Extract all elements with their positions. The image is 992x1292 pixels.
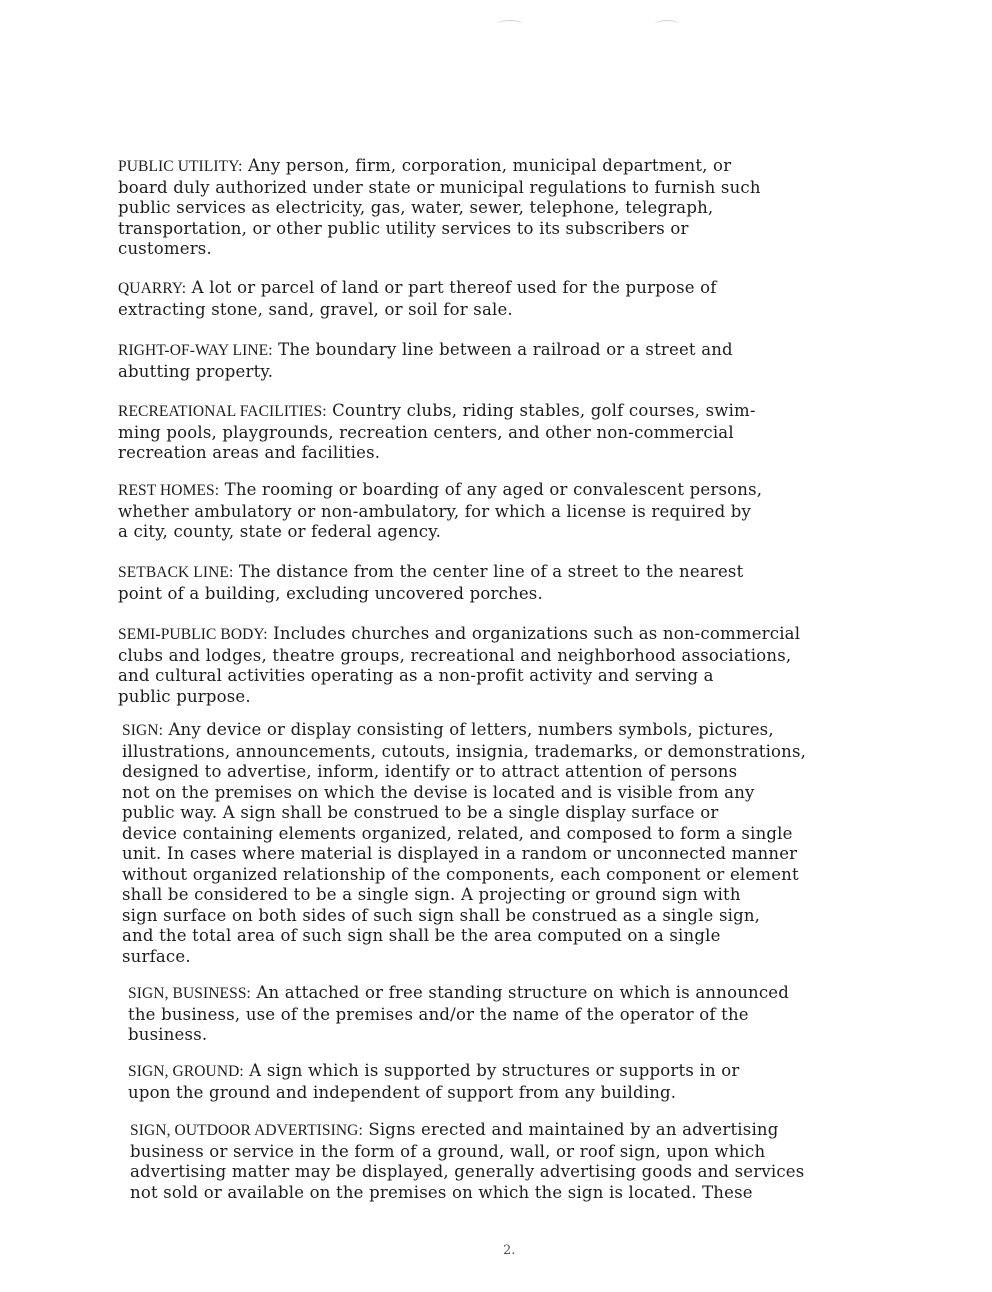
page-number: 2.	[503, 1243, 516, 1258]
definition-rest-homes	[118, 480, 762, 543]
term: SIGN:	[122, 722, 163, 739]
term: REST HOMES:	[118, 482, 220, 499]
definition-text: The distance from the center line of a street to the nearest point of a building, excluding uncovered porches.	[118, 562, 744, 603]
term: SEMI-PUBLIC BODY:	[118, 626, 268, 643]
term: PUBLIC UTILITY:	[118, 158, 243, 175]
definition-recreational-facilities	[118, 401, 756, 464]
definition-sign-ground	[128, 1061, 739, 1103]
definition-sign-outdoor-advertising	[130, 1120, 804, 1203]
term: SIGN, OUTDOOR ADVERTISING:	[130, 1122, 363, 1139]
scan-mark	[497, 20, 523, 29]
term: SETBACK LINE:	[118, 564, 234, 581]
definition-text: Any device or display consisting of letters, numbers symbols, pictures, illustrations, announcements, cutouts, insignia, trademarks, or demonstrations, designed to advertise, inform, identify or to attract attention of persons not on the premises on which the devise is located and is visible from any public way. A sign shall be construed to be a single display surface or device containing elements organized, related, and composed to form a single unit. In cases where material is displayed in a random or unconnected manner without organized relationship of the components, each component or element shall be considered to be a single sign. A projecting or ground sign with sign surface on both sides of such sign shall be construed as a single sign, and the total area of such sign shall be the area computed on a single surface.	[122, 720, 807, 966]
term: SIGN, GROUND:	[128, 1063, 244, 1080]
term: RECREATIONAL FACILITIES:	[118, 403, 327, 420]
definition-public-utility	[118, 156, 761, 260]
definition-text: Country clubs, riding stables, golf courses, swim- ming pools, playgrounds, recreation centers, and other non-commercial recreation areas and facilities.	[118, 401, 756, 462]
definition-right-of-way-line	[118, 340, 733, 382]
definition-semi-public-body	[118, 624, 800, 707]
definition-text: Any person, firm, corporation, municipal department, or board duly authorized under state or municipal regulations to furnish such public services as electricity, gas, water, sewer, telephone, telegraph, transportation, or other public utility services to its subscribers or customers.	[118, 156, 761, 258]
definition-text: A sign which is supported by structures or supports in or upon the ground and independent of support from any building.	[128, 1061, 740, 1102]
term: SIGN, BUSINESS:	[128, 985, 251, 1002]
scan-mark	[655, 20, 679, 29]
definition-text: An attached or free standing structure on which is announced the business, use of the premises and/or the name of the operator of the business.	[128, 983, 790, 1044]
term: QUARRY:	[118, 280, 187, 297]
definition-text: Signs erected and maintained by an advertising business or service in the form of a ground, wall, or roof sign, upon which advertising matter may be displayed, generally advertising goods and services not sold or available on the premises on which the sign is located. These	[130, 1120, 805, 1202]
definition-text: The boundary line between a railroad or a street and abutting property.	[118, 340, 733, 381]
definition-setback-line	[118, 562, 743, 604]
definition-sign-business	[128, 983, 789, 1046]
definition-text: A lot or parcel of land or part thereof used for the purpose of extracting stone, sand, gravel, or soil for sale.	[118, 278, 717, 319]
definition-text: The rooming or boarding of any aged or convalescent persons, whether ambulatory or non-ambulatory, for which a license is required by a city, county, state or federal agency.	[118, 480, 763, 541]
definition-sign	[122, 720, 806, 967]
definition-quarry	[118, 278, 717, 320]
term: RIGHT-OF-WAY LINE:	[118, 342, 273, 359]
definition-text: Includes churches and organizations such as non-commercial clubs and lodges, theatre groups, recreational and neighborhood associations, and cultural activities operating as a non-profit activity and serving a public purpose.	[118, 624, 801, 706]
